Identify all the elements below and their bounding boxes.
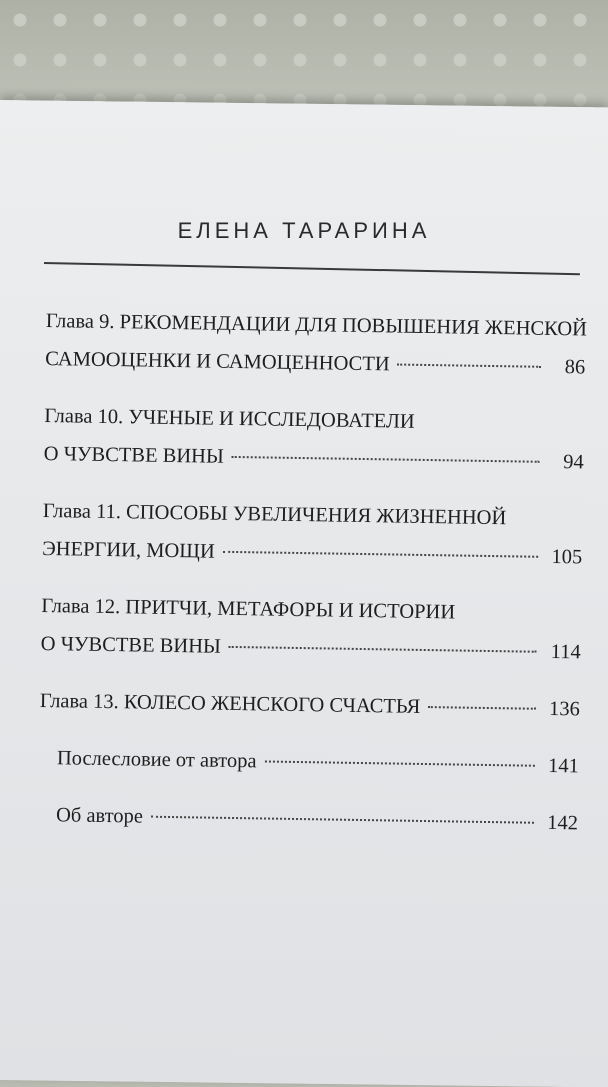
- toc-page-number: 141: [547, 754, 580, 778]
- toc-page-number: 94: [563, 451, 584, 474]
- toc-entry-title: О ЧУВСТВЕ ВИНЫ: [40, 632, 222, 658]
- toc-page-number: 105: [551, 545, 583, 569]
- dot-leader: [151, 816, 534, 824]
- dot-leader: [223, 551, 538, 558]
- toc-entry-title: О ЧУВСТВЕ ВИНЫ: [43, 442, 225, 468]
- table-of-contents: [37, 310, 586, 869]
- toc-entry-title: Глава 9. РЕКОМЕНДАЦИИ ДЛЯ ПОВЫШЕНИЯ ЖЕНСКОЙ: [45, 310, 588, 341]
- toc-page-number: 136: [548, 697, 580, 721]
- toc-entry-afterword: [39, 747, 580, 793]
- toc-entry-about-author: [38, 804, 579, 850]
- toc-entry-chapter-9: [45, 310, 586, 394]
- toc-entry-title: Глава 12. ПРИТЧИ, МЕТАФОРЫ И ИСТОРИИ: [41, 594, 456, 624]
- running-header-author: ЕЛЕНА ТАРАРИНА: [177, 218, 431, 243]
- toc-entry-chapter-12: [40, 595, 581, 679]
- dot-leader: [398, 364, 542, 368]
- toc-entry-title: ЭНЕРГИИ, МОЩИ: [42, 537, 215, 563]
- toc-page-number: 114: [550, 640, 581, 664]
- toc-page-number: 142: [547, 811, 579, 835]
- dot-leader: [264, 760, 534, 766]
- toc-entry-chapter-13: [39, 690, 580, 736]
- dot-leader: [232, 456, 540, 463]
- toc-entry-title: Послесловие от автора: [56, 747, 257, 773]
- toc-entry-chapter-11: [42, 500, 583, 584]
- toc-entry-title: САМООЦЕНКИ И САМОЦЕННОСТИ: [45, 347, 390, 376]
- toc-entry-chapter-10: [43, 405, 584, 489]
- toc-page-number: 86: [564, 356, 586, 379]
- dot-leader: [428, 706, 536, 710]
- toc-entry-title: Об авторе: [55, 804, 144, 828]
- toc-entry-title: Глава 11. СПОСОБЫ УВЕЛИЧЕНИЯ ЖИЗНЕННОЙ: [42, 499, 507, 530]
- dot-leader: [229, 646, 537, 653]
- toc-entry-title: Глава 10. УЧЕНЫЕ И ИССЛЕДОВАТЕЛИ: [44, 404, 415, 433]
- toc-entry-title: Глава 13. КОЛЕСО ЖЕНСКОГО СЧАСТЬЯ: [39, 689, 421, 718]
